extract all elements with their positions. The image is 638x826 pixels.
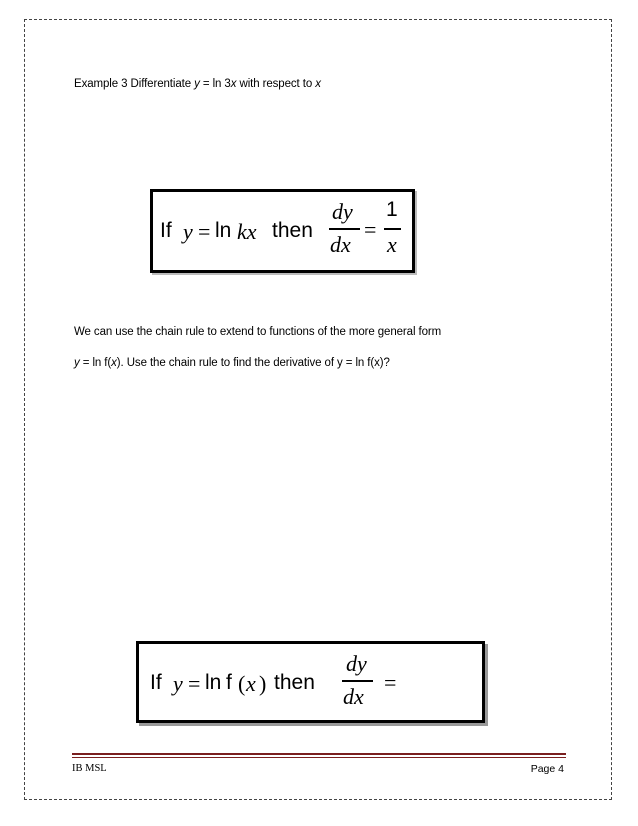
box2-eq2: = xyxy=(384,670,397,695)
paragraph-var-x: x xyxy=(111,357,117,369)
paragraph-line-2 xyxy=(74,357,390,369)
paragraph-var-y: y xyxy=(74,357,80,369)
box2-f: f xyxy=(226,671,232,694)
box2-dx: dx xyxy=(343,684,364,709)
box1-then: then xyxy=(272,219,313,242)
box1-fraction-bar xyxy=(329,228,360,230)
box2-x: x xyxy=(246,671,256,696)
footer-rule-thick xyxy=(72,753,566,755)
footer-page-number: Page 4 xyxy=(530,763,564,775)
box2-if: If xyxy=(150,671,162,694)
example-var-x-2: x xyxy=(315,78,321,90)
box1-one: 1 xyxy=(386,198,398,221)
example-equals: = ln 3 xyxy=(199,78,231,90)
box2-close-paren: ) xyxy=(259,671,267,696)
example-var-y: y xyxy=(194,78,200,90)
box2-ln: ln xyxy=(205,671,222,694)
box1-dx: dx xyxy=(330,232,351,257)
paragraph-segment-a: = ln f( xyxy=(79,357,112,369)
box1-dy: dy xyxy=(332,199,353,224)
example-heading xyxy=(74,78,321,90)
example-middle: with respect to xyxy=(236,78,316,90)
box2-open-paren: ( xyxy=(238,671,246,696)
box1-kx: kx xyxy=(237,219,257,244)
box2-eq: = xyxy=(188,671,201,696)
paragraph-segment-b: ). Use the chain rule to find the derivative of y = ln f(x)? xyxy=(116,357,390,369)
footer-rule-thin xyxy=(72,757,566,758)
box1-x: x xyxy=(387,232,397,257)
box1-if: If xyxy=(160,219,172,242)
formula-box-ln-fx xyxy=(136,641,485,723)
box1-eq2: = xyxy=(364,217,377,242)
box2-y: y xyxy=(173,671,183,696)
box1-y: y xyxy=(183,219,193,244)
box2-then: then xyxy=(274,671,315,694)
formula-box-ln-kx xyxy=(150,189,415,273)
paragraph-line-1: We can use the chain rule to extend to functions of the more general form xyxy=(74,326,442,338)
box1-ln: ln xyxy=(215,219,232,242)
box2-dy: dy xyxy=(346,651,367,676)
box2-fraction-bar xyxy=(342,680,373,682)
footer-course-label: IB MSL xyxy=(72,763,107,774)
example-var-x: x xyxy=(230,78,237,90)
example-prefix: Example 3 Differentiate xyxy=(74,78,195,90)
box1-fraction-bar-2 xyxy=(384,228,401,230)
box1-eq: = xyxy=(198,219,211,244)
